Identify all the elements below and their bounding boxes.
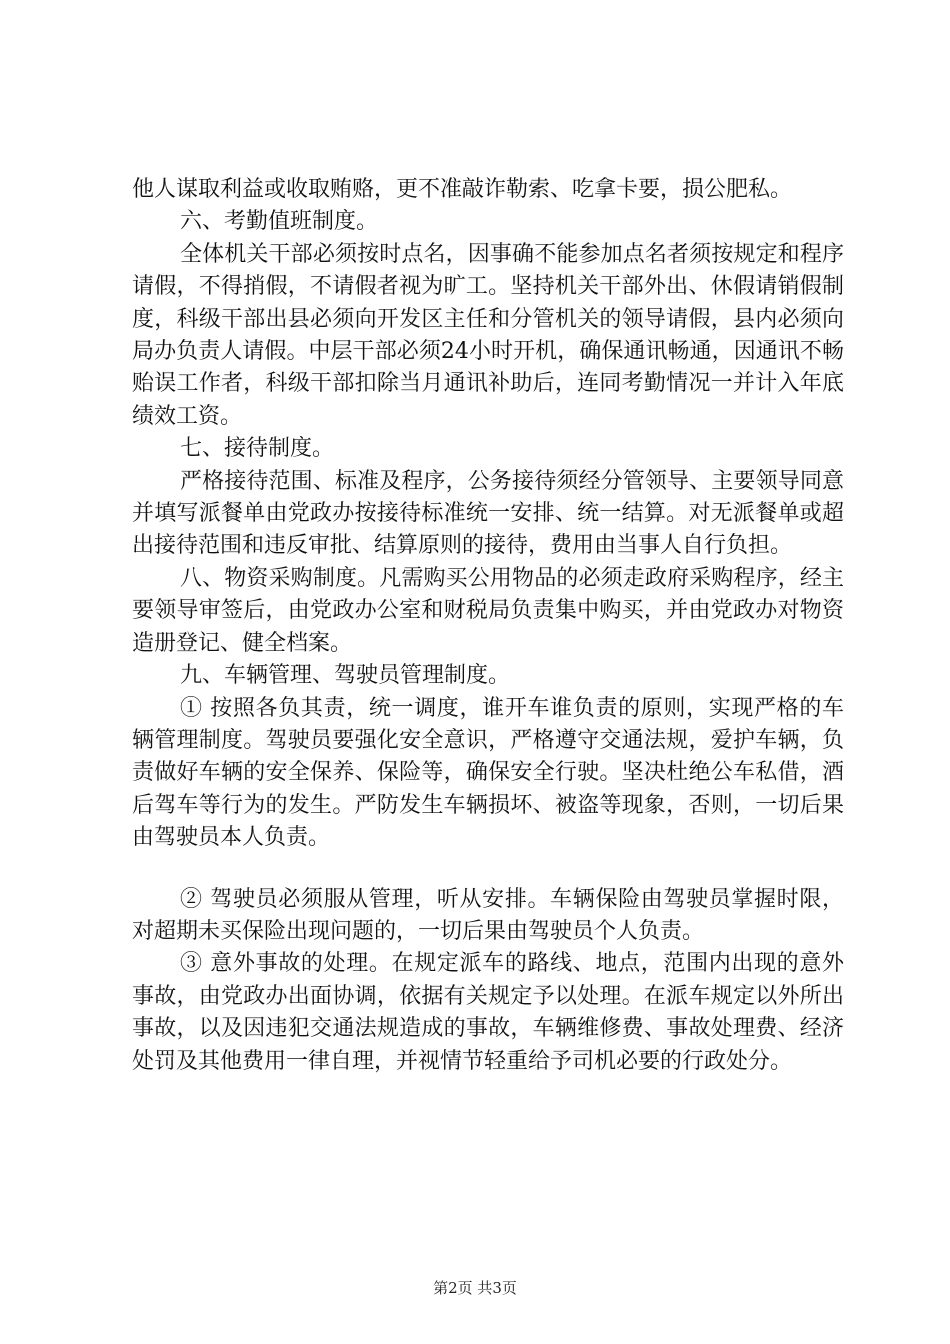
paragraph-vehicle-item-2: ② 驾驶员必须服从管理，听从安排。车辆保险由驾驶员掌握时限，对超期未买保险出现问题的，一切后果由驾驶员个人负责。 xyxy=(132,886,844,944)
paragraph-reception: 严格接待范围、标准及程序，公务接待须经分管领导、主要领导同意并填写派餐单由党政办按接待标准统一安排、统一结算。对无派餐单或超出接待范围和违反审批、结算原则的接待，费用由当事人自行负担。 xyxy=(132,468,844,559)
paragraph-attendance: 全体机关干部必须按时点名，因事确不能参加点名者须按规定和程序请假，不得捎假，不请假者视为旷工。坚持机关干部外出、休假请销假制度，科级干部出县必须向开发区主任和分管机关的领导请假，县内必须向局办负责人请假。中层干部必须24小时开机，确保通讯畅通，因通讯不畅贻误工作者，科级干部扣除当月通讯补助后，连同考勤情况一并计入年底绩效工资。 xyxy=(132,241,844,429)
section-heading-vehicles: 九、车辆管理、驾驶员管理制度。 xyxy=(180,663,511,689)
section-heading-reception: 七、接待制度。 xyxy=(180,436,335,462)
paragraph-procurement: 八、物资采购制度。凡需购买公用物品的必须走政府采购程序，经主要领导审签后，由党政办公室和财税局负责集中购买，并由党政办对物资造册登记、健全档案。 xyxy=(132,565,844,656)
paragraph-vehicle-item-3: ③ 意外事故的处理。在规定派车的路线、地点，范围内出现的意外事故，由党政办出面协调，依据有关规定予以处理。在派车规定以外所出事故，以及因违犯交通法规造成的事故，车辆维修费、事故处理费、经济处罚及其他费用一律自理，并视情节轻重给予司机必要的行政处分。 xyxy=(132,951,844,1074)
paragraph-vehicle-item-1: ① 按照各负其责，统一调度，谁开车谁负责的原则，实现严格的车辆管理制度。驾驶员要强化安全意识，严格遵守交通法规，爱护车辆，负责做好车辆的安全保养、保险等，确保安全行驶。坚决杜绝公车私借，酒后驾车等行为的发生。严防发生车辆损坏、被盗等现象，否则，一切后果由驾驶员本人负责。 xyxy=(132,695,844,851)
paragraph-continuation: 他人谋取利益或收取贿赂，更不准敲诈勒索、吃拿卡要，损公肥私。 xyxy=(132,177,793,202)
section-heading-attendance: 六、考勤值班制度。 xyxy=(180,209,379,235)
document-body xyxy=(132,174,844,1078)
page-number-footer: 第2页 共3页 xyxy=(433,1279,517,1297)
